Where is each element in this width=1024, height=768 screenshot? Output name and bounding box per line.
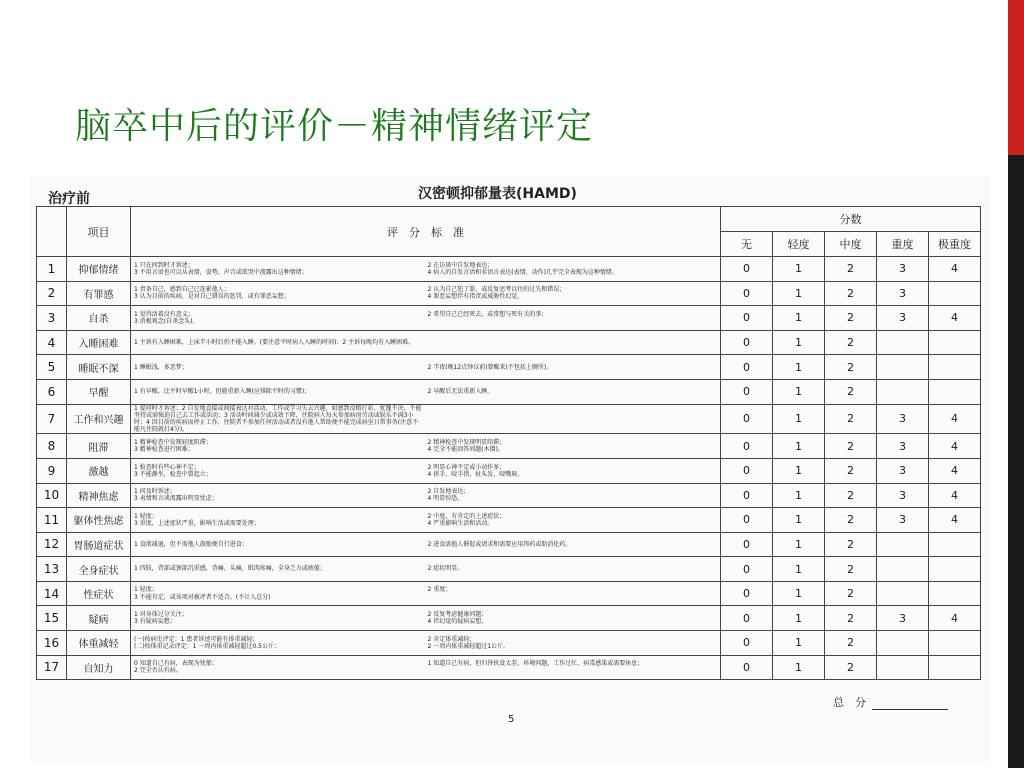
criteria-left: 1 轻度； 3 重度，上述症状严重，影响生活或需要处理； [134, 512, 260, 527]
criteria-left: (一)按病史评定：1 患者诉述可能有体重减轻； (二)按体重记录评定：1 一周内体重减轻超过0.5公斤； [134, 635, 280, 650]
table-row [37, 483, 981, 508]
score-cell: 4 [928, 508, 980, 533]
criteria-left: 1 主诉有入睡困难，上床半小时后仍不能入睡。(要注意平时病人入睡的时间)；2 主诉每晚均有入睡困难。 [134, 338, 415, 346]
score-cell: 4 [928, 306, 980, 331]
criteria-right: 2 早醒后无法重新入睡。 [427, 388, 494, 396]
score-cell: 0 [720, 306, 772, 331]
score-cell [876, 557, 928, 582]
row-criteria [131, 483, 721, 508]
row-item-name: 工作和兴趣 [67, 404, 131, 434]
row-item-name: 阻滞 [67, 434, 131, 459]
criteria-left: 1 责备自己，感到自己已连累他人； 3 认为目前的疾病，是对自己错误的惩罚，或有罪恶妄想； [134, 286, 290, 301]
hamd-table [36, 206, 981, 680]
page-number: 5 [508, 714, 515, 725]
header-no [37, 207, 67, 257]
criteria-right: 2 希望自己已经死去，或常想与死有关的事； [427, 310, 548, 318]
score-cell: 0 [720, 355, 772, 380]
header-level-extreme: 极重度 [928, 232, 980, 257]
score-cell: 0 [720, 257, 772, 282]
score-cell: 0 [720, 434, 772, 459]
score-cell: 0 [720, 458, 772, 483]
row-number: 8 [37, 434, 67, 459]
score-cell: 3 [876, 483, 928, 508]
score-cell: 2 [824, 257, 876, 282]
table-title: 汉密顿抑郁量表(HAMD) [418, 186, 577, 202]
table-row [37, 355, 981, 380]
score-cell: 2 [824, 281, 876, 306]
score-cell: 2 [824, 330, 876, 355]
score-cell: 2 [824, 355, 876, 380]
row-number: 5 [37, 355, 67, 380]
row-item-name: 胃肠道症状 [67, 532, 131, 557]
criteria-left: 1 只在问到时才诉述； 3 不用言语也可以从表情，姿势，声音或欲哭中流露出这种情绪； [134, 261, 308, 276]
score-cell: 1 [772, 508, 824, 533]
criteria-right: 2 肯定体重减轻； 2 一周内体重减轻超过1公斤。 [427, 635, 510, 650]
row-number: 4 [37, 330, 67, 355]
score-cell: 2 [824, 557, 876, 582]
pre-treatment-label: 治疗前 [48, 191, 90, 207]
score-cell: 3 [876, 404, 928, 434]
score-cell: 0 [720, 483, 772, 508]
score-cell: 2 [824, 631, 876, 656]
score-cell: 2 [824, 434, 876, 459]
score-cell: 0 [720, 606, 772, 631]
score-cell: 2 [824, 532, 876, 557]
row-number: 12 [37, 532, 67, 557]
criteria-left: 0 知道自己有病，表现为忧郁； 2 完全否认有病。 [134, 660, 218, 675]
score-cell: 3 [876, 281, 928, 306]
row-item-name: 激越 [67, 458, 131, 483]
header-level-none: 无 [720, 232, 772, 257]
table-row [37, 458, 981, 483]
row-item-name: 睡眠不深 [67, 355, 131, 380]
criteria-left: 1 提问时才诉述；2 自发地直接或间接表达对活动，工作或学习失去兴趣，如感到没精打彩，犹豫不决，不能坚持或需强迫自己去工作或活动；3 活动时间减少或成效下降，住院病人每天参加病房劳动或娱乐不满3小时；4 因目前的疾病而停止工作，住院者不参加任何活动或者没有他人帮助便不能完成病室日常事务(注意不能凡住院就打4分)。 [134, 404, 422, 434]
score-cell: 0 [720, 655, 772, 680]
score-cell: 0 [720, 532, 772, 557]
header-score-group: 分数 [720, 207, 980, 232]
row-number: 6 [37, 379, 67, 404]
row-number: 13 [37, 557, 67, 582]
score-cell: 0 [720, 404, 772, 434]
score-cell: 4 [928, 606, 980, 631]
row-item-name: 精神焦虑 [67, 483, 131, 508]
scanned-document [30, 176, 990, 761]
table-row [37, 655, 981, 680]
row-number: 1 [37, 257, 67, 282]
row-criteria [131, 631, 721, 656]
score-cell: 1 [772, 379, 824, 404]
table-row [37, 631, 981, 656]
row-number: 10 [37, 483, 67, 508]
header-level-severe: 重度 [876, 232, 928, 257]
score-cell: 2 [824, 606, 876, 631]
row-criteria [131, 281, 721, 306]
criteria-right: 2 认为自己犯了罪，或反复思考以往的过失和错误； 4 罪恶妄想伴有指责或威胁性幻觉。 [427, 286, 566, 301]
score-cell: 2 [824, 508, 876, 533]
score-cell: 3 [876, 306, 928, 331]
criteria-right [428, 405, 718, 434]
score-cell: 0 [720, 281, 772, 306]
criteria-left: 1 食欲减退，但不需他人鼓励便自行进食； [134, 540, 248, 548]
score-cell [928, 655, 980, 680]
score-cell: 3 [876, 458, 928, 483]
criteria-left: 1 有早醒，比平时早醒1小时，但能重新入睡(应排除平时的习惯)； [134, 388, 311, 396]
table-row [37, 379, 981, 404]
score-cell [928, 281, 980, 306]
row-criteria [131, 434, 721, 459]
score-cell: 0 [720, 330, 772, 355]
score-cell [928, 379, 980, 404]
total-score [833, 694, 948, 710]
score-cell: 1 [772, 606, 824, 631]
score-cell [928, 532, 980, 557]
row-item-name: 早醒 [67, 379, 131, 404]
score-cell: 1 [772, 631, 824, 656]
score-cell [876, 655, 928, 680]
score-cell: 0 [720, 631, 772, 656]
table-row [37, 434, 981, 459]
score-cell: 4 [928, 458, 980, 483]
row-number: 16 [37, 631, 67, 656]
row-number: 11 [37, 508, 67, 533]
row-number: 17 [37, 655, 67, 680]
table-row [37, 532, 981, 557]
header-item: 项目 [67, 207, 131, 257]
row-item-name: 自杀 [67, 306, 131, 331]
row-number: 15 [37, 606, 67, 631]
row-item-name: 自知力 [67, 655, 131, 680]
score-cell [928, 631, 980, 656]
criteria-right: 2 反复考虑健康问题； 4 伴幻觉的疑病妄想。 [427, 611, 488, 626]
score-cell: 3 [876, 508, 928, 533]
criteria-left: 1 觉得活着没有意义； 3 消极观念(自杀念头)。 [134, 310, 199, 325]
row-number: 3 [37, 306, 67, 331]
score-cell: 1 [772, 532, 824, 557]
score-cell [876, 379, 928, 404]
row-number: 14 [37, 581, 67, 606]
score-cell: 0 [720, 379, 772, 404]
total-score-blank [872, 699, 948, 710]
row-item-name: 有罪感 [67, 281, 131, 306]
score-cell: 4 [928, 257, 980, 282]
row-criteria [131, 458, 721, 483]
score-cell: 2 [824, 306, 876, 331]
criteria-right: 2 在访谈中自发地表达； 4 病人的自发言语和非语言表达(表情，动作)几乎完全表现为这种情绪。 [427, 261, 618, 276]
score-cell: 1 [772, 355, 824, 380]
table-row [37, 557, 981, 582]
score-cell: 1 [772, 581, 824, 606]
criteria-right: 2 精神检查中发现明显阻滞； 4 完全不能回答问题(木僵)。 [427, 438, 506, 454]
criteria-right: 2 症状明显。 [427, 565, 464, 573]
score-cell: 4 [928, 434, 980, 459]
row-criteria [131, 606, 721, 631]
row-criteria [131, 379, 721, 404]
score-cell: 2 [824, 655, 876, 680]
score-cell: 4 [928, 483, 980, 508]
table-row [37, 606, 981, 631]
criteria-right: 2 明显心神不定或小动作多； 4 搓手，咬手指，扯头发，咬嘴唇。 [427, 463, 524, 478]
criteria-left: 1 四肢，背部或颈部沉重感，背痛，头痛，肌肉疼痛，全身乏力或疲倦； [134, 565, 326, 573]
score-cell: 1 [772, 458, 824, 483]
criteria-right: 2 重度； [427, 586, 452, 594]
score-cell [876, 631, 928, 656]
row-item-name: 入睡困难 [67, 330, 131, 355]
score-cell: 1 [772, 281, 824, 306]
score-cell: 1 [772, 330, 824, 355]
score-cell: 1 [772, 483, 824, 508]
criteria-left: 1 问及时诉述； 3 表情和言谈流露出明显忧虑； [134, 488, 218, 503]
score-cell: 1 [772, 306, 824, 331]
row-criteria [131, 355, 721, 380]
row-criteria [131, 330, 721, 355]
table-row [37, 581, 981, 606]
table-row [37, 508, 981, 533]
total-score-label: 总 分 [833, 696, 866, 709]
score-cell [928, 557, 980, 582]
score-cell: 3 [876, 434, 928, 459]
row-criteria [131, 581, 721, 606]
score-cell [876, 355, 928, 380]
score-cell: 2 [824, 581, 876, 606]
score-cell [928, 355, 980, 380]
row-number: 9 [37, 458, 67, 483]
criteria-right: 2 自发地表达； 4 明显惊恐。 [427, 488, 470, 503]
table-row [37, 306, 981, 331]
row-criteria [131, 655, 721, 680]
row-item-name: 抑郁情绪 [67, 257, 131, 282]
edge-bar-red [1008, 0, 1024, 155]
row-criteria [131, 557, 721, 582]
row-criteria [131, 306, 721, 331]
table-row [37, 404, 981, 434]
row-item-name: 体重减轻 [67, 631, 131, 656]
criteria-left: 1 睡眠浅，多恶梦； [134, 363, 188, 371]
score-cell: 2 [824, 404, 876, 434]
score-cell: 3 [876, 257, 928, 282]
criteria-right: 2 半夜(晚12点钟以前)曾醒来(不包括上厕所)。 [427, 363, 553, 371]
row-item-name: 疑病 [67, 606, 131, 631]
criteria-right [428, 339, 718, 346]
table-row [37, 330, 981, 355]
edge-bar-black [1008, 155, 1024, 768]
score-cell: 0 [720, 508, 772, 533]
score-cell: 4 [928, 404, 980, 434]
header-level-moderate: 中度 [824, 232, 876, 257]
row-item-name: 性症状 [67, 581, 131, 606]
score-cell: 1 [772, 434, 824, 459]
criteria-left: 1 精神检查中发现轻度阻滞； 3 精神检查进行困难； [134, 438, 212, 454]
score-cell: 1 [772, 655, 824, 680]
table-row [37, 281, 981, 306]
score-cell: 1 [772, 404, 824, 434]
row-number: 2 [37, 281, 67, 306]
score-cell: 1 [772, 257, 824, 282]
criteria-left: 1 轻度； 3 不能肯定，或该项对被评者不适合。(不计入总分) [134, 586, 271, 601]
score-cell: 1 [772, 557, 824, 582]
score-cell [928, 581, 980, 606]
score-cell: 0 [720, 581, 772, 606]
score-cell: 0 [720, 557, 772, 582]
slide-title: 脑卒中后的评价－精神情绪评定 [75, 106, 594, 147]
row-criteria [131, 508, 721, 533]
score-cell [876, 532, 928, 557]
hamd-table-body [37, 257, 981, 680]
criteria-right: 1 知道自己有病，但归咎伙食太差，环境问题，工作过忙，病毒感染或需要休息； [427, 660, 644, 668]
row-criteria [131, 404, 721, 434]
row-criteria [131, 532, 721, 557]
row-item-name: 全身症状 [67, 557, 131, 582]
score-cell [928, 330, 980, 355]
criteria-right: 2 进食需他人催促或请求和需要应用泻药或助消化药。 [427, 540, 572, 548]
header-level-mild: 轻度 [772, 232, 824, 257]
score-cell: 2 [824, 483, 876, 508]
score-cell [876, 330, 928, 355]
score-cell [876, 581, 928, 606]
row-number: 7 [37, 404, 67, 434]
table-row [37, 257, 981, 282]
criteria-right: 2 中度，有肯定的上述症状； 4 严重影响生活和活动。 [427, 512, 506, 527]
score-cell: 3 [876, 606, 928, 631]
row-item-name: 躯体性焦虑 [67, 508, 131, 533]
header-criteria: 评 分 标 准 [131, 207, 721, 257]
row-criteria [131, 257, 721, 282]
criteria-left: 1 检查时有些心神不定； 3 不能静坐，检查中曾起立； [134, 463, 212, 478]
score-cell: 2 [824, 379, 876, 404]
score-cell: 2 [824, 458, 876, 483]
criteria-left: 1 对身体过分关注； 3 有疑病妄想； [134, 611, 188, 626]
